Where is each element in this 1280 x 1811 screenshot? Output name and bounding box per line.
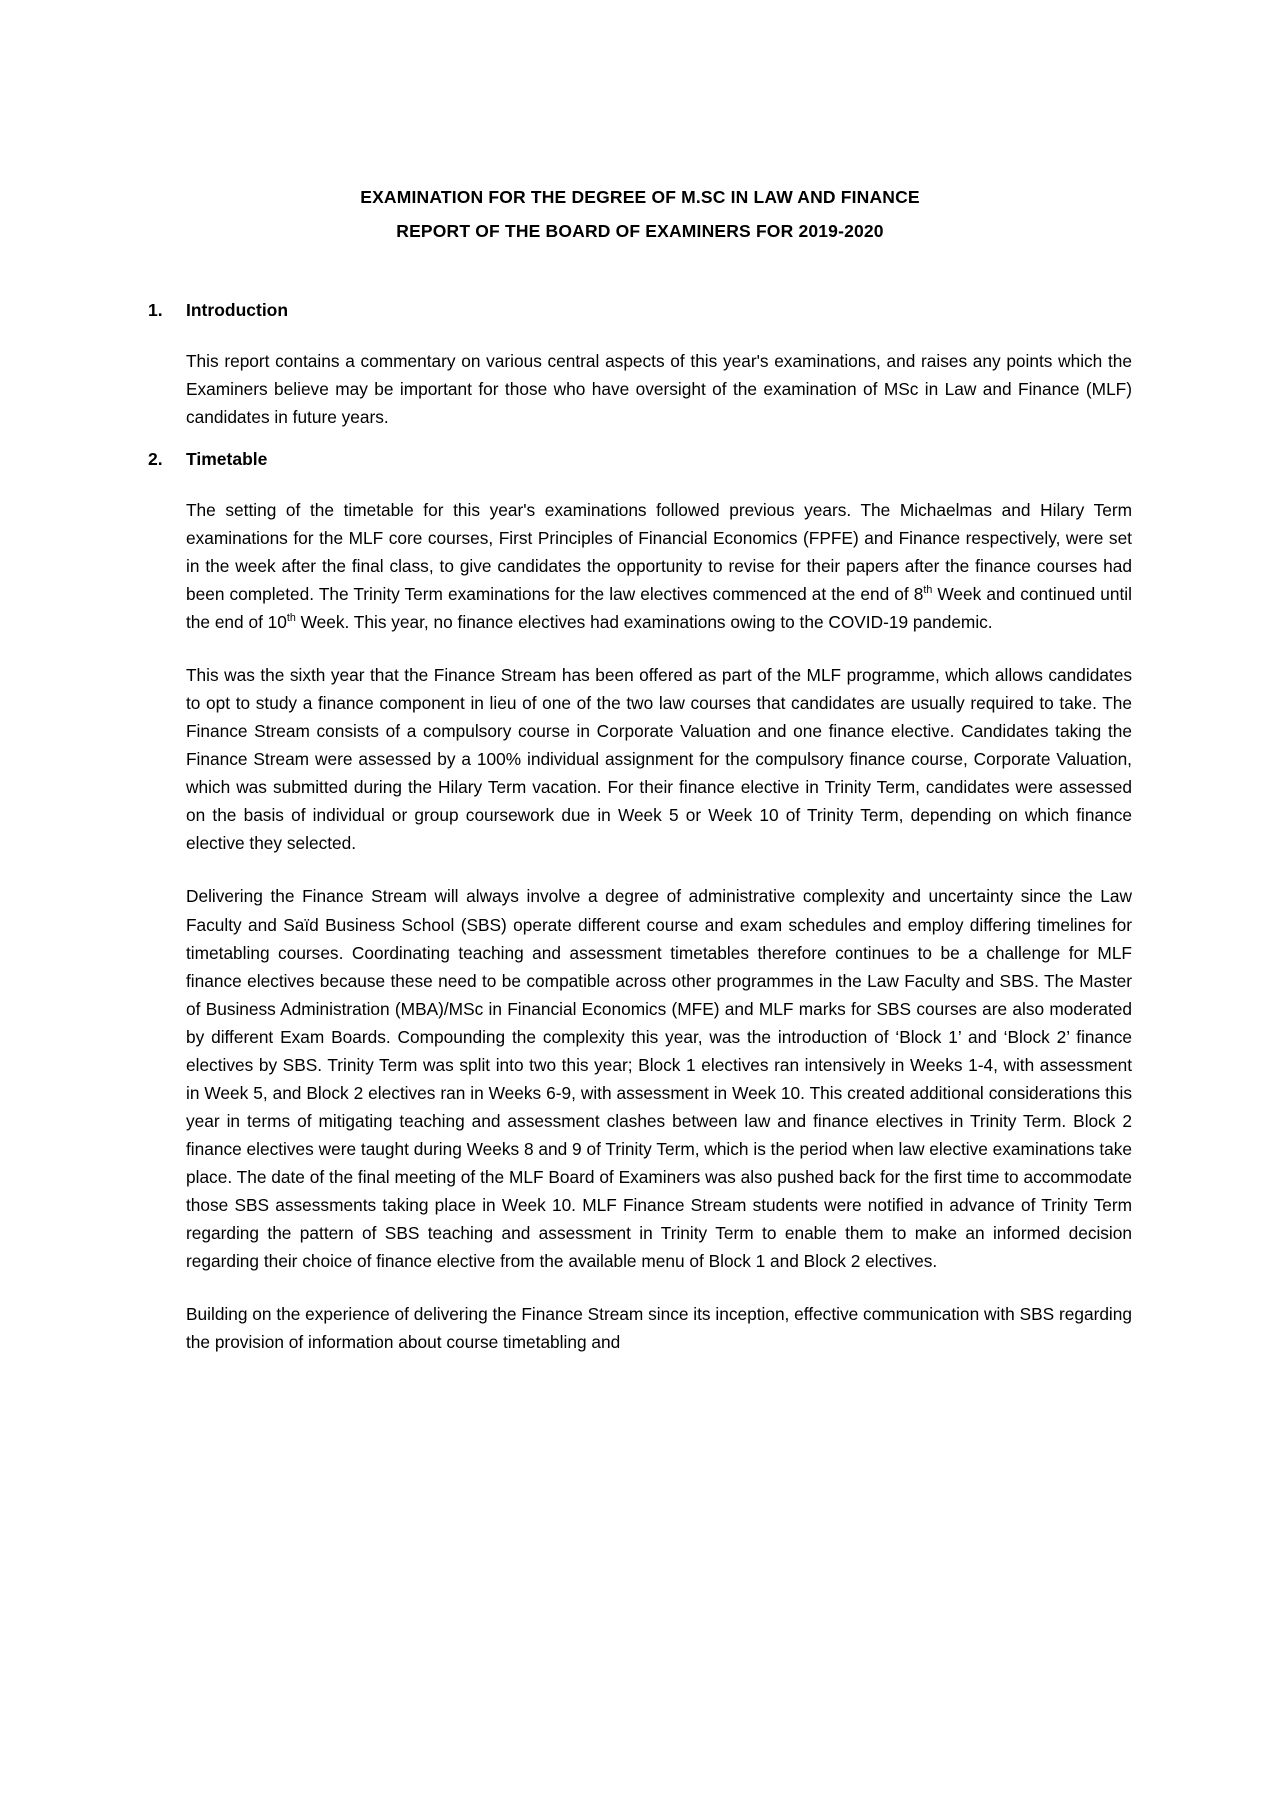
section-timetable (148, 449, 1132, 1355)
section-body-introduction (186, 347, 1132, 431)
section-body-timetable (186, 496, 1132, 1355)
paragraph: Building on the experience of delivering the Finance Stream since its inception, effective communication with SBS regarding the provision of information about course timetabling and (186, 1303, 1132, 1352)
paragraph: This report contains a commentary on various central aspects of this year's examinations, and raises any points which the Examiners believe may be important for those who have oversight of the examination of MSc in Law and Finance (MLF) candidates in future years. (186, 351, 1132, 428)
document-title-line-2: REPORT OF THE BOARD OF EXAMINERS FOR 2019-2020 (396, 221, 884, 242)
section-title: Timetable (186, 449, 268, 470)
section-heading-timetable (148, 449, 1132, 470)
paragraph: The setting of the timetable for this year's examinations followed previous years. The Michaelmas and Hilary Term examinations for the MLF core courses, First Principles of Financial Economics (FPFE) and Finance respectively, were set in the week after the final class, to give candidates the opportunity to revise for their papers after the finance courses had been completed. The Trinity Term examinations for the law electives commenced at the end of 8th Week and continued until the end of 10th Week. This year, no finance electives had examinations owing to the COVID-19 pandemic. (186, 500, 1132, 633)
paragraph: Delivering the Finance Stream will always involve a degree of administrative complexity and uncertainty since the Law Faculty and Saïd Business School (SBS) operate different course and exam schedules and employ differing timelines for timetabling courses. Coordinating teaching and assessment timetables therefore continues to be a challenge for MLF finance electives because these need to be compatible across other programmes in the Law Faculty and SBS. The Master of Business Administration (MBA)/MSc in Financial Economics (MFE) and MLF marks for SBS courses are also moderated by different Exam Boards. Compounding the complexity this year, was the introduction of ‘Block 1’ and ‘Block 2’ finance electives by SBS. Trinity Term was split into two this year; Block 1 electives ran intensively in Weeks 1-4, with assessment in Week 5, and Block 2 electives ran in Weeks 6-9, with assessment in Week 10. This created additional considerations this year in terms of mitigating teaching and assessment clashes between law and finance electives in Trinity Term. Block 2 finance electives were taught during Weeks 8 and 9 of Trinity Term, which is the period when law elective examinations take place. The date of the final meeting of the MLF Board of Examiners was also pushed back for the first time to accommodate those SBS assessments taking place in Week 10. MLF Finance Stream students were notified in advance of Trinity Term regarding the pattern of SBS teaching and assessment in Trinity Term to enable them to make an informed decision regarding their choice of finance elective from the available menu of Block 1 and Block 2 electives. (186, 886, 1132, 1271)
document-title-line-1: EXAMINATION FOR THE DEGREE OF M.SC IN LAW AND FINANCE (360, 187, 920, 207)
document-title-block (148, 180, 1132, 248)
section-number: 2. (148, 449, 163, 470)
section-number: 1. (148, 300, 163, 321)
paragraph: This was the sixth year that the Finance Stream has been offered as part of the MLF programme, which allows candidates to opt to study a finance component in lieu of one of the two law courses that candidates are usually required to take. The Finance Stream consists of a compulsory course in Corporate Valuation and one finance elective. Candidates taking the Finance Stream were assessed by a 100% individual assignment for the compulsory finance course, Corporate Valuation, which was submitted during the Hilary Term vacation. For their finance elective in Trinity Term, candidates were assessed on the basis of individual or group coursework due in Week 5 or Week 10 of Trinity Term, depending on which finance elective they selected. (186, 665, 1132, 854)
section-introduction (148, 300, 1132, 431)
section-spacer (148, 431, 1132, 449)
section-title: Introduction (186, 300, 289, 321)
section-heading-introduction (148, 300, 1132, 321)
